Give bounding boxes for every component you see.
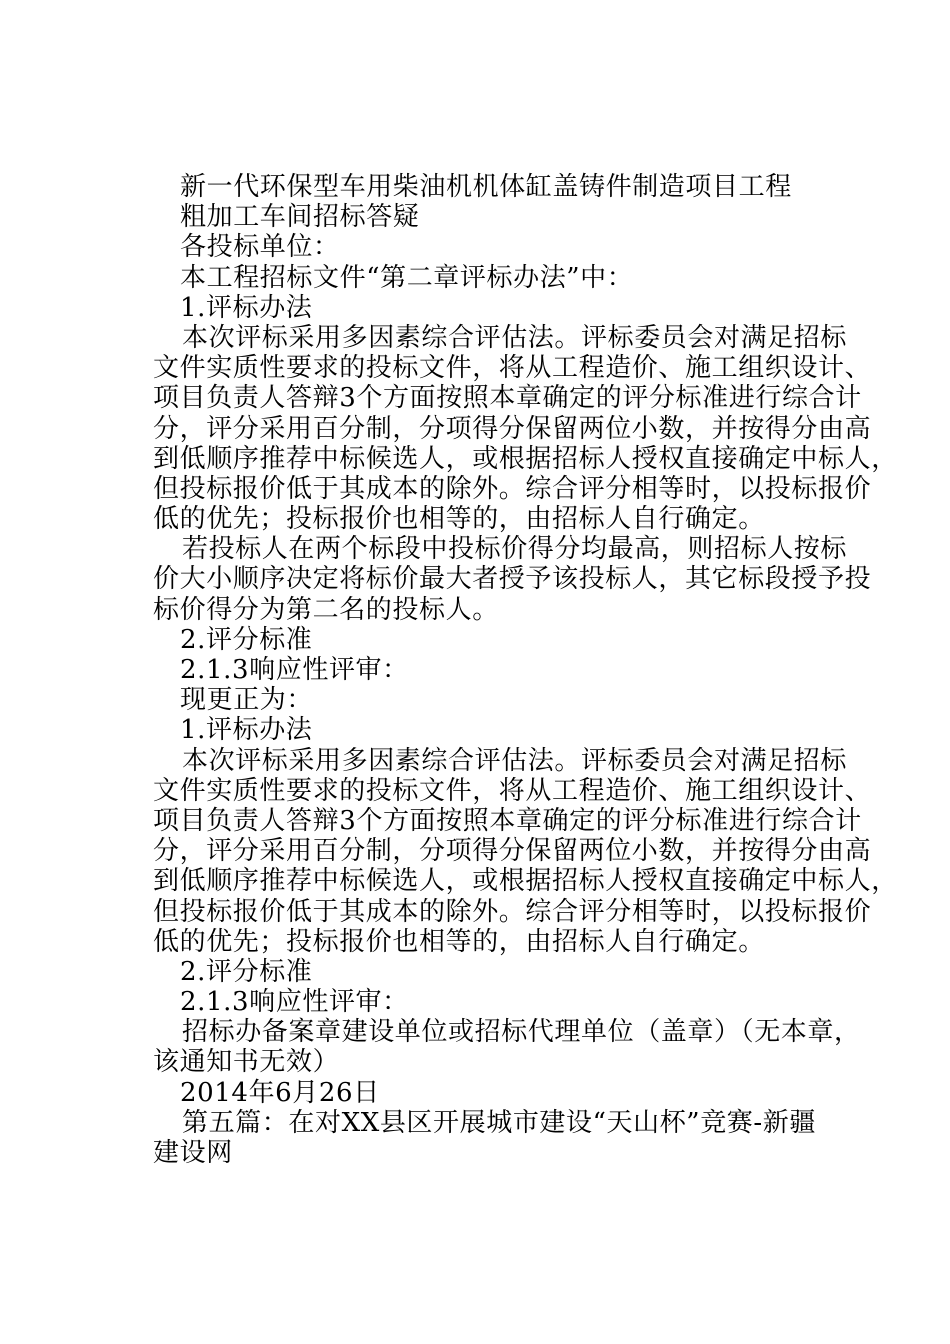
document-body	[153, 172, 898, 1168]
doc-line: 本次评标采用多因素综合评估法。评标委员会对满足招标	[182, 745, 848, 776]
doc-line: 本工程招标文件“第二章评标办法”中：	[180, 262, 634, 293]
doc-line: 文件实质性要求的投标文件，将从工程造价、施工组织设计、	[153, 353, 872, 384]
doc-line: 但投标报价低于其成本的除外。综合评分相等时，以投标报价	[153, 473, 872, 504]
doc-line: 该通知书无效）	[153, 1047, 340, 1078]
doc-line: 建设网	[153, 1138, 233, 1168]
doc-line: 新一代环保型车用柴油机机体缸盖铸件制造项目工程	[180, 172, 792, 202]
doc-line: 低的优先；投标报价也相等的，由招标人自行确定。	[153, 926, 765, 957]
doc-line: 文件实质性要求的投标文件，将从工程造价、施工组织设计、	[153, 775, 872, 806]
doc-line: 若投标人在两个标段中投标价得分均最高，则招标人按标	[182, 534, 848, 565]
doc-line: 2.1.3响应性评审：	[180, 655, 409, 685]
doc-line: 各投标单位：	[180, 232, 340, 263]
doc-line: 第五篇：在对XX县区开展城市建设“天山杯”竞赛-新疆	[182, 1107, 816, 1138]
doc-line: 到低顺序推荐中标候选人，或根据招标人授权直接确定中标人，	[153, 443, 898, 474]
doc-line: 2.评分标准	[180, 956, 313, 987]
doc-line: 分，评分采用百分制，分项得分保留两位小数，并按得分由高	[153, 413, 872, 444]
doc-line: 项目负责人答辩3个方面按照本章确定的评分标准进行综合计	[153, 383, 862, 414]
doc-line: 低的优先；投标报价也相等的，由招标人自行确定。	[153, 504, 765, 535]
doc-line: 招标办备案章建设单位或招标代理单位（盖章）（无本章，	[182, 1017, 861, 1048]
doc-line: 标价得分为第二名的投标人。	[153, 594, 499, 625]
doc-line: 1.评标办法	[180, 715, 313, 746]
doc-line: 2014年6月26日	[180, 1077, 380, 1108]
doc-line: 到低顺序推荐中标候选人，或根据招标人授权直接确定中标人，	[153, 866, 898, 897]
doc-line: 2.1.3响应性评审：	[180, 987, 409, 1018]
doc-line: 项目负责人答辩3个方面按照本章确定的评分标准进行综合计	[153, 805, 862, 836]
doc-line: 价大小顺序决定将标价最大者授予该投标人，其它标段授予投	[153, 564, 872, 595]
doc-line: 本次评标采用多因素综合评估法。评标委员会对满足招标	[182, 322, 848, 353]
doc-line: 1.评标办法	[180, 292, 313, 323]
doc-line: 2.评分标准	[180, 624, 313, 655]
doc-line: 现更正为：	[180, 685, 314, 716]
doc-line: 粗加工车间招标答疑	[180, 202, 420, 233]
doc-line: 但投标报价低于其成本的除外。综合评分相等时，以投标报价	[153, 896, 872, 927]
doc-line: 分，评分采用百分制，分项得分保留两位小数，并按得分由高	[153, 836, 872, 867]
